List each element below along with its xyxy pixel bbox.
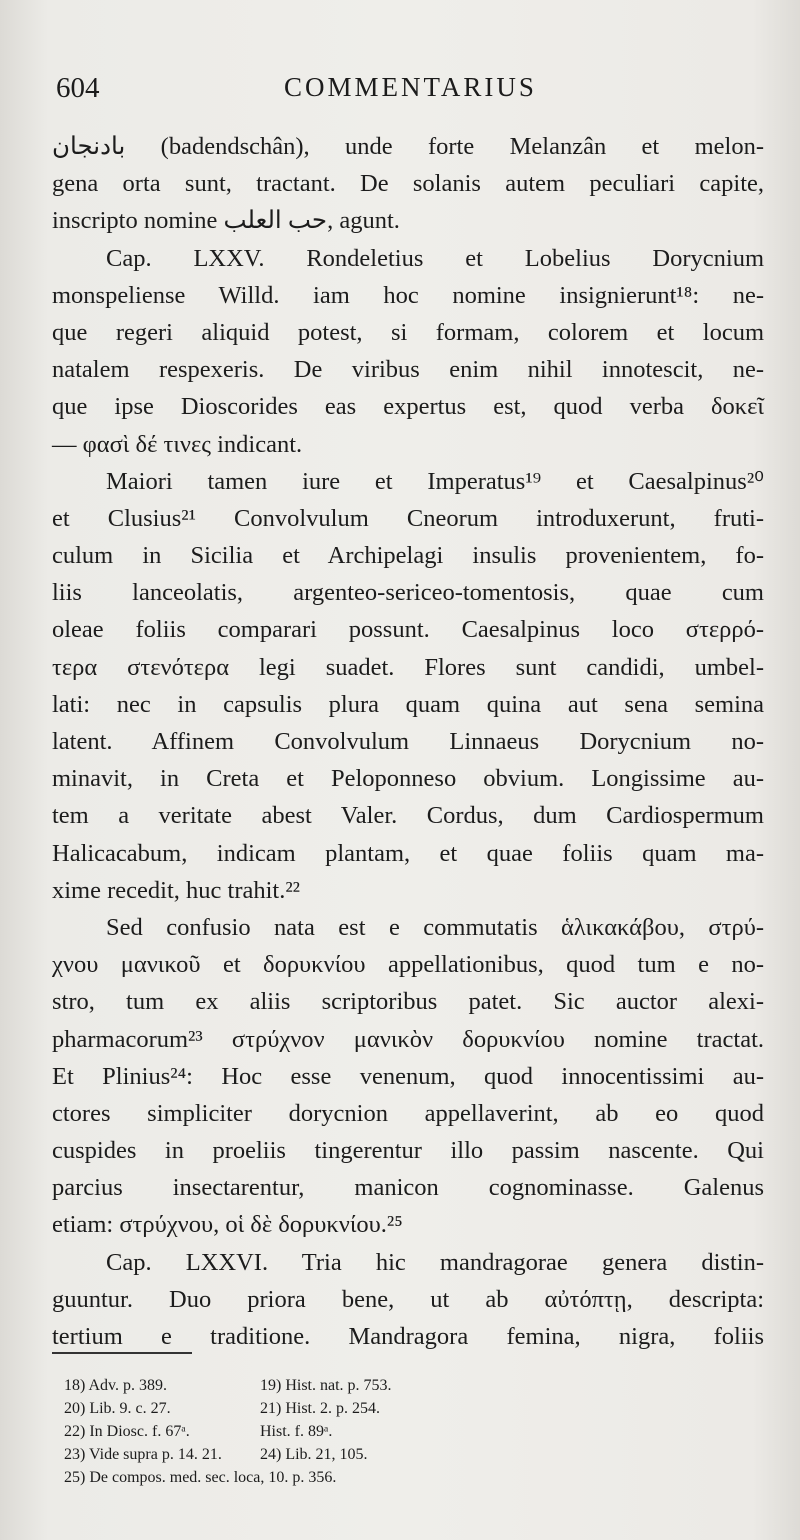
- text-line: que ipse Dioscorides eas expertus est, quod verba δοκεῖ: [52, 393, 764, 421]
- text-line: minavit, in Creta et Peloponneso obvium. Longissime au-: [52, 765, 764, 793]
- text-line: Sed confusio nata est e commutatis ἁλικακάβου, στρύ-: [106, 913, 764, 941]
- text-line: — φασὶ δέ τινες indicant.: [52, 430, 303, 458]
- text-line: gena orta sunt, tractant. De solanis autem peculiari capite,: [52, 170, 764, 198]
- text-line: latent. Affinem Convolvulum Linnaeus Dorycnium no-: [52, 728, 764, 755]
- text-line: que regeri aliquid potest, si formam, colorem et locum: [52, 318, 764, 346]
- text-line: tem a veritate abest Valer. Cordus, dum Cardiospermum: [52, 802, 764, 830]
- text-line: xime recedit, huc trahit.²²: [52, 876, 301, 904]
- footnote: 24) Lib. 21, 105.: [260, 1446, 368, 1463]
- footnote: 18) Adv. p. 389.: [64, 1377, 167, 1394]
- text-line: Halicacabum, indicam plantam, et quae foliis quam ma-: [52, 839, 764, 867]
- page-number: 604: [56, 72, 100, 104]
- text-line: monspeliense Willd. iam hoc nomine insignierunt¹⁸: ne-: [52, 281, 764, 309]
- footnote-row: [64, 1420, 764, 1443]
- text-line: Cap. LXXVI. Tria hic mandragorae genera distin-: [106, 1248, 764, 1276]
- footnote-row: [64, 1397, 764, 1420]
- footnote-divider: [52, 1352, 192, 1354]
- footnote: 22) In Diosc. f. 67ᵃ.: [64, 1423, 190, 1440]
- footnote: Hist. f. 89ᵃ.: [260, 1423, 333, 1440]
- text-line: guuntur. Duo priora bene, ut ab αὐτόπτῃ, descripta:: [52, 1285, 764, 1313]
- footnote: 19) Hist. nat. p. 753.: [260, 1377, 392, 1394]
- page-header: [56, 72, 760, 112]
- text-line: parcius insectarentur, manicon cognominasse. Galenus: [52, 1174, 764, 1202]
- text-line: Cap. LXXV. Rondeletius et Lobelius Dorycnium: [106, 244, 764, 272]
- footnote-row: [64, 1466, 764, 1489]
- text-line: liis lanceolatis, argenteo-sericeo-tomentosis, quae cum: [52, 579, 764, 607]
- text-line: tertium e traditione. Mandragora femina, nigra, foliis: [52, 1323, 764, 1350]
- footnotes: [64, 1374, 764, 1489]
- text-line: stro, tum ex aliis scriptoribus patet. Sic auctor alexi-: [52, 988, 764, 1016]
- text-line: χνου μανικοῦ et δορυκνίου appellationibus, quod tum e no-: [52, 951, 764, 979]
- footnote: 20) Lib. 9. c. 27.: [64, 1400, 171, 1417]
- footnote: 25) De compos. med. sec. loca, 10. p. 356.: [64, 1469, 337, 1486]
- text-line: natalem respexeris. De viribus enim nihil innotescit, ne-: [52, 356, 764, 384]
- text-line: Et Plinius²⁴: Hoc esse venenum, quod innocentissimi au-: [52, 1062, 764, 1090]
- text-line: et Clusius²¹ Convolvulum Cneorum introduxerunt, fruti-: [52, 504, 764, 532]
- text-line: بادنجان (badendschân), unde forte Melanzân et melon-: [52, 133, 764, 160]
- footnote: 21) Hist. 2. p. 254.: [260, 1400, 380, 1417]
- text-line: etiam: στρύχνου, οἱ δὲ δορυκνίου.²⁵: [52, 1211, 403, 1239]
- text-line: cuspides in proeliis tingerentur illo passim nascente. Qui: [52, 1137, 764, 1165]
- text-line: lati: nec in capsulis plura quam quina aut sena semina: [52, 690, 764, 718]
- text-line: oleae foliis comparari possunt. Caesalpinus loco στερρό-: [52, 616, 764, 644]
- running-title: COMMENTARIUS: [284, 72, 537, 102]
- main-text: [52, 128, 764, 1355]
- text-line: Maiori tamen iure et Imperatus¹⁹ et Caesalpinus²⁰: [106, 467, 764, 495]
- footnote: 23) Vide supra p. 14. 21.: [64, 1446, 222, 1463]
- text-line: τερα στενότερα legi suadet. Flores sunt candidi, umbel-: [52, 653, 764, 681]
- text-line: pharmacorum²³ στρύχνον μανικὸν δορυκνίου nomine tractat.: [52, 1025, 764, 1053]
- text-line: inscripto nomine حب العلب, agunt.: [52, 207, 400, 235]
- footnote-row: [64, 1374, 764, 1397]
- footnote-row: [64, 1443, 764, 1466]
- text-line: ctores simpliciter dorycnion appellaverint, ab eo quod: [52, 1099, 764, 1127]
- text-line: culum in Sicilia et Archipelagi insulis provenientem, fo-: [52, 542, 764, 570]
